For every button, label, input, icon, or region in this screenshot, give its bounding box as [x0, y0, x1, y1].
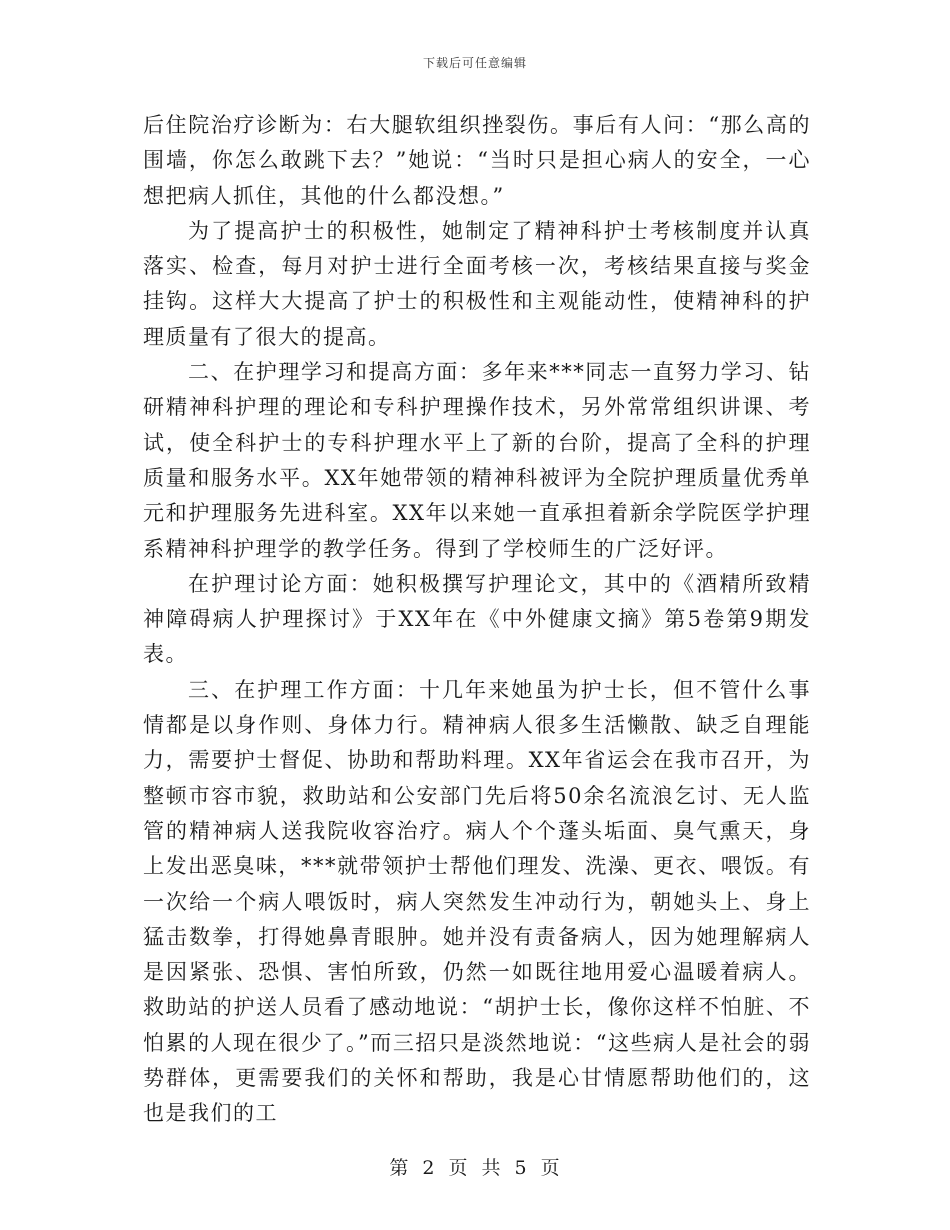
paragraph-2: 为了提高护士的积极性，她制定了精神科护士考核制度并认真落实、检查，每月对护士进行全面考核一次，考核结果直接与奖金挂钩。这样大大提高了护士的积极性和主观能动性，使精神科的护理质量有了很大的提高。: [143, 218, 811, 349]
paragraph-4: 在护理讨论方面：她积极撰写护理论文，其中的《酒精所致精神障碍病人护理探讨》于XX年在《中外健康文摘》第5卷第9期发表。: [143, 571, 811, 667]
page-header: 下载后可任意编辑: [422, 56, 527, 70]
paragraph-5: 三、在护理工作方面：十几年来她虽为护士长，但不管什么事情都是以身作则、身体力行。精神病人很多生活懒散、缺乏自理能力，需要护士督促、协助和帮助料理。XX年省运会在我市召开，为整顿市容市貌，救助站和公安部门先后将50余名流浪乞讨、无人监管的精神病人送我院收容治疗。病人个个蓬头垢面、臭气熏天，身上发出恶臭味，***就带领护士帮他们理发、洗澡、更衣、喂饭。有一次给一个病人喂饭时，病人突然发生冲动行为，朝她头上、身上猛击数拳，打得她鼻青眼肿。她并没有责备病人，因为她理解病人是因紧张、恐惧、害怕所致，仍然一如既往地用爱心温暖着病人。救助站的护送人员看了感动地说：“胡护士长，像你这样不怕脏、不怕累的人现在很少了。”而三招只是淡然地说：“这些病人是社会的弱势群体，更需要我们的关怀和帮助，我是心甘情愿帮助他们的，这也是我们的工: [143, 677, 811, 1126]
paragraph-3: 二、在护理学习和提高方面：多年来***同志一直努力学习、钻研精神科护理的理论和专科护理操作技术，另外常常组织讲课、考试，使全科护士的专科护理水平上了新的台阶，提高了全科的护理质量和服务水平。XX年她带领的精神科被评为全院护理质量优秀单元和护理服务先进科室。XX年以来她一直承担着新余学院医学护理系精神科护理学的教学任务。得到了学校师生的广泛好评。: [143, 360, 811, 561]
document-body: [143, 108, 811, 1132]
paragraph-1: 后住院治疗诊断为：右大腿软组织挫裂伤。事后有人问：“那么高的围墙，你怎么敢跳下去？”她说：“当时只是担心病人的安全，一心想把病人抓住，其他的什么都没想。”: [143, 113, 811, 208]
page-number-footer: 第 2 页 共 5 页: [389, 1157, 561, 1179]
